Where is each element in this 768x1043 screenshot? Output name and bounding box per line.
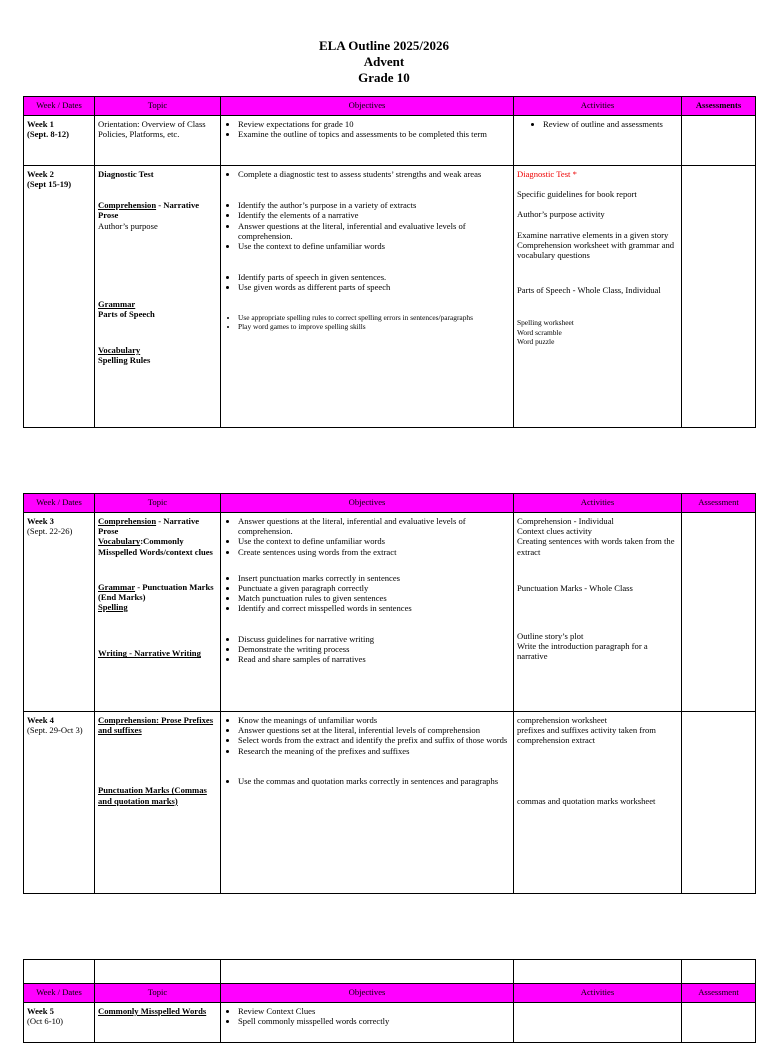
header-week: Week / Dates — [24, 97, 95, 116]
activity-narrative-1: Examine narrative elements in a given story — [517, 229, 669, 240]
activity-guidelines: Specific guidelines for book report — [517, 189, 637, 200]
outline-table-3 — [23, 959, 756, 1043]
topic-grammar-sub: Parts of Speech — [98, 309, 155, 320]
week-label: Week 5 — [27, 1006, 54, 1016]
assessment-cell — [682, 166, 756, 428]
objectives-cell — [221, 116, 514, 166]
topic-punctuation: Punctuation Marks (Commas and quotation marks) — [98, 785, 207, 806]
list-item: • Use the commas and quotation marks correctly in sentences and paragraphs — [238, 776, 510, 786]
list-item: • Answer questions at the literal, inferential and evaluative levels of comprehension. — [238, 516, 510, 536]
activity-writing-2: Write the introduction paragraph for a narrative — [517, 641, 648, 662]
objectives-list — [224, 119, 510, 139]
week-label: Week 1 — [27, 119, 54, 129]
list-item: • Use appropriate spelling rules to correct spelling errors in sentences/paragraphs — [238, 313, 510, 322]
week-5-row — [24, 1003, 756, 1043]
activities-cell — [514, 116, 682, 166]
objectives-cell — [221, 712, 514, 894]
activity-comprehension-2: prefixes and suffixes activity taken from comprehension extract — [517, 725, 656, 746]
week-4-row — [24, 712, 756, 894]
topic-vocabulary-sub: Spelling Rules — [98, 355, 151, 366]
activity-writing-1: Outline story’s plot — [517, 631, 584, 642]
topic-comprehension: Comprehension - Narrative Prose — [98, 516, 200, 537]
week-cell — [24, 1003, 95, 1043]
week-cell — [24, 712, 95, 894]
week-dates: (Sept. 22-26) — [27, 526, 73, 537]
objectives-list — [224, 1006, 510, 1026]
list-item: • Punctuate a given paragraph correctly — [238, 583, 510, 593]
header-objectives: Objectives — [221, 494, 514, 513]
list-item: • Examine the outline of topics and assessments to be completed this term — [238, 129, 510, 139]
topic-cell — [95, 1003, 221, 1043]
week-label: Week 3 — [27, 516, 54, 526]
week-dates: (Sept 15-19) — [27, 179, 72, 190]
objectives-list-punctuation — [224, 573, 510, 614]
activity-punctuation: commas and quotation marks worksheet — [517, 795, 656, 806]
header-row — [24, 494, 756, 513]
header-objectives: Objectives — [221, 984, 514, 1003]
week-dates: (Sept. 8-12) — [27, 129, 70, 140]
week-cell — [24, 513, 95, 712]
outline-table-2 — [23, 493, 756, 894]
list-item: • Read and share samples of narratives — [238, 654, 510, 664]
list-item: • Identify and correct misspelled words in sentences — [238, 603, 510, 613]
objectives-list-comprehension — [224, 200, 510, 251]
objectives-list-comprehension — [224, 516, 510, 557]
header-week: Week / Dates — [24, 494, 95, 513]
list-item: • Spell commonly misspelled words correctly — [238, 1016, 510, 1026]
objectives-cell — [221, 513, 514, 712]
list-item: • Discuss guidelines for narrative writing — [238, 634, 510, 644]
activity-spelling-2: Word scramble — [517, 327, 562, 337]
header-topic: Topic — [95, 494, 221, 513]
title-line-3: Grade 10 — [358, 70, 410, 85]
objectives-list-comprehension — [224, 715, 510, 756]
week-dates: (Sept. 29-Oct 3) — [27, 725, 83, 736]
topic-cell — [95, 513, 221, 712]
objectives-list-writing — [224, 634, 510, 665]
objectives-list-diagnostic — [224, 169, 510, 179]
list-item: • Identify parts of speech in given sentences. — [238, 272, 510, 282]
list-item: • Review expectations for grade 10 — [238, 119, 510, 129]
list-item: • Insert punctuation marks correctly in sentences — [238, 573, 510, 583]
week-cell — [24, 116, 95, 166]
activities-cell — [514, 712, 682, 894]
header-topic: Topic — [95, 97, 221, 116]
topic-writing: Writing - Narrative Writing — [98, 648, 201, 659]
empty-row — [24, 960, 756, 984]
topic-misspelled: Commonly Misspelled Words — [98, 1006, 207, 1016]
topic-cell — [95, 116, 221, 166]
list-item: • Identify the elements of a narrative — [238, 210, 510, 220]
topic-grammar: Grammar - Punctuation Marks (End Marks) — [98, 581, 214, 603]
header-activities: Activities — [514, 984, 682, 1003]
topic-grammar: Grammar — [98, 298, 136, 309]
header-assessment: Assessment — [682, 984, 756, 1003]
topic-vocabulary: Vocabulary — [98, 345, 141, 356]
title-line-2: Advent — [363, 54, 405, 69]
activity-purpose: Author’s purpose activity — [517, 209, 605, 220]
activity-narrative-2: Comprehension worksheet with grammar and vocabulary questions — [517, 239, 675, 261]
list-item: • Match punctuation rules to given sentences — [238, 593, 510, 603]
list-item: • Know the meanings of unfamiliar words — [238, 715, 510, 725]
activity-comprehension-2: Context clues activity — [517, 526, 592, 537]
activity-comprehension-1: comprehension worksheet — [517, 715, 607, 725]
list-item: • Answer questions set at the literal, inferential levels of comprehension — [238, 725, 510, 735]
header-activities: Activities — [514, 97, 682, 116]
activities-cell — [514, 1003, 682, 1043]
list-item: • Select words from the extract and identify the prefix and suffix of those words — [238, 735, 510, 745]
topic-spelling: Spelling — [98, 602, 128, 613]
week-label: Week 4 — [27, 715, 54, 725]
week-1-row — [24, 116, 756, 166]
header-assessment: Assessment — [682, 494, 756, 513]
header-week: Week / Dates — [24, 984, 95, 1003]
list-item: • Identify the author’s purpose in a variety of extracts — [238, 200, 510, 210]
topic-comprehension: Comprehension: Prose Prefixes and suffixes — [98, 715, 214, 736]
activity-spelling-3: Word puzzle — [517, 337, 555, 347]
header-row — [24, 97, 756, 116]
activities-cell — [514, 166, 682, 428]
list-item: • Use the context to define unfamiliar words — [238, 241, 510, 251]
activity-diagnostic: Diagnostic Test * — [517, 169, 577, 179]
topic-text: Orientation: Overview of Class Policies, Platforms, etc. — [98, 119, 206, 140]
objectives-cell — [221, 1003, 514, 1043]
week-label: Week 2 — [27, 169, 54, 179]
topic-cell — [95, 166, 221, 428]
header-activities: Activities — [514, 494, 682, 513]
document-title — [0, 38, 768, 86]
topic-comprehension-sub: Author’s purpose — [98, 220, 158, 231]
header-topic: Topic — [95, 984, 221, 1003]
activity-comprehension-3: Creating sentences with words taken from the extract — [517, 536, 675, 557]
assessment-cell — [682, 116, 756, 166]
week-cell — [24, 166, 95, 428]
title-line-1: ELA Outline 2025/2026 — [318, 38, 450, 53]
header-assessments: Assessments — [682, 97, 756, 116]
activity-spelling-1: Spelling worksheet — [517, 318, 574, 328]
list-item: • Answer questions at the literal, inferential and evaluative levels of comprehension. — [238, 221, 510, 241]
topic-vocabulary: Vocabulary:Commonly Misspelled Words/context clues — [98, 536, 213, 557]
list-item: • Create sentences using words from the extract — [238, 547, 510, 557]
assessment-cell — [682, 1003, 756, 1043]
list-item: • Play word games to improve spelling skills — [238, 322, 510, 331]
list-item: • Research the meaning of the prefixes and suffixes — [238, 746, 510, 756]
objectives-list-vocabulary — [224, 313, 510, 332]
list-item: • Complete a diagnostic test to assess students’ strengths and weak areas — [238, 169, 510, 179]
topic-comprehension: Comprehension - Narrative Prose — [98, 200, 200, 221]
activity-punctuation: Punctuation Marks - Whole Class — [517, 582, 633, 593]
objectives-cell — [221, 166, 514, 428]
list-item: • Review Context Clues — [238, 1006, 510, 1016]
activities-list — [517, 119, 678, 129]
outline-table-1 — [23, 96, 756, 428]
list-item: • Demonstrate the writing process — [238, 644, 510, 654]
list-item: • Use given words as different parts of speech — [238, 282, 510, 292]
activity-parts-of-speech: Parts of Speech - Whole Class, Individual — [517, 285, 661, 296]
header-row — [24, 984, 756, 1003]
week-2-row — [24, 166, 756, 428]
header-objectives: Objectives — [221, 97, 514, 116]
list-item: • Use the context to define unfamiliar words — [238, 536, 510, 546]
topic-cell — [95, 712, 221, 894]
assessment-cell — [682, 712, 756, 894]
week-dates: (Oct 6-10) — [27, 1016, 64, 1027]
topic-diagnostic: Diagnostic Test — [98, 169, 154, 179]
week-3-row — [24, 513, 756, 712]
assessment-cell — [682, 513, 756, 712]
activity-comprehension-1: Comprehension - Individual — [517, 516, 614, 526]
objectives-list-punctuation — [224, 776, 510, 786]
activities-cell — [514, 513, 682, 712]
list-item: • Review of outline and assessments — [543, 119, 678, 129]
objectives-list-grammar — [224, 272, 510, 292]
